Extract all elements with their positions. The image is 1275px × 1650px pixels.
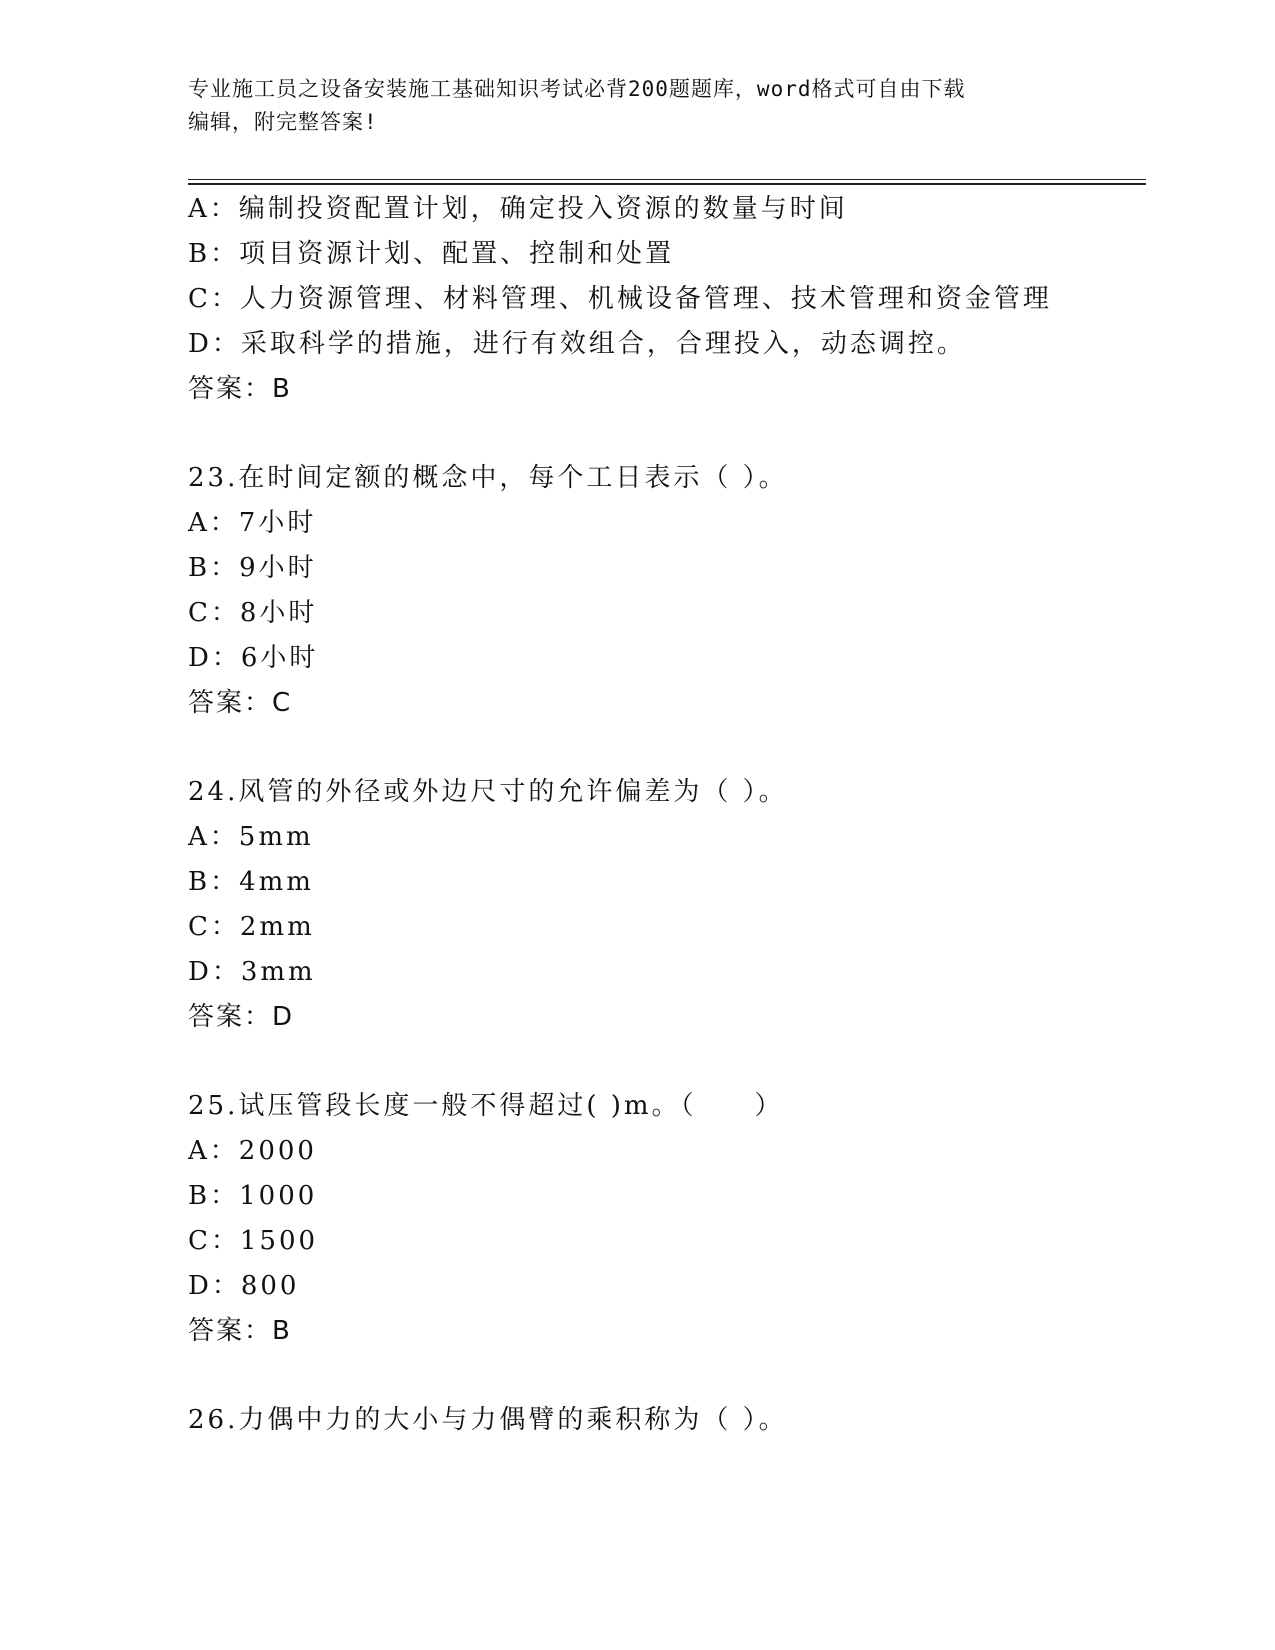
q25-option-c: C：1500: [188, 1226, 319, 1256]
q24-option-b: B：4mm: [188, 867, 314, 897]
q23-answer: 答案：C: [188, 688, 293, 718]
q24-option-a: A：5mm: [188, 822, 314, 852]
q25-option-a: A：2000: [188, 1136, 317, 1166]
q22-option-d: D：采取科学的措施，进行有效组合，合理投入，动态调控。: [188, 329, 966, 359]
q25-option-b: B：1000: [188, 1181, 318, 1211]
q24-option-d: D：3mm: [188, 957, 316, 987]
q24-answer: 答案：D: [188, 1002, 295, 1032]
header-title-line-1: 专业施工员之设备安装施工基础知识考试必背200题题库，word格式可自由下载: [188, 77, 966, 101]
q22-answer: 答案：B: [188, 374, 292, 404]
q25-question: 25.试压管段长度一般不得超过( )m。（ ）: [188, 1091, 784, 1121]
q22-option-b: B：项目资源计划、配置、控制和处置: [188, 239, 675, 269]
document-header: [188, 73, 1088, 139]
header-title-line-2: 编辑，附完整答案!: [188, 110, 378, 134]
q23-option-c: C：8小时: [188, 598, 318, 628]
q24-question: 24.风管的外径或外边尺寸的允许偏差为（ ）。: [188, 777, 788, 807]
q22-option-c: C：人力资源管理、材料管理、机械设备管理、技术管理和资金管理: [188, 284, 1052, 314]
q23-option-d: D：6小时: [188, 643, 319, 673]
q24-option-c: C：2mm: [188, 912, 315, 942]
q25-answer: 答案：B: [188, 1316, 292, 1346]
q25-option-d: D：800: [188, 1271, 300, 1301]
header-divider-bottom: [188, 183, 1146, 185]
q23-option-a: A：7小时: [188, 508, 317, 538]
q26-question: 26.力偶中力的大小与力偶臂的乘积称为（ ）。: [188, 1405, 788, 1435]
q23-question: 23.在时间定额的概念中，每个工日表示（ ）。: [188, 463, 788, 493]
q23-option-b: B：9小时: [188, 553, 317, 583]
header-divider-top: [188, 179, 1146, 180]
q22-option-a: A：编制投资配置计划，确定投入资源的数量与时间: [188, 194, 848, 224]
